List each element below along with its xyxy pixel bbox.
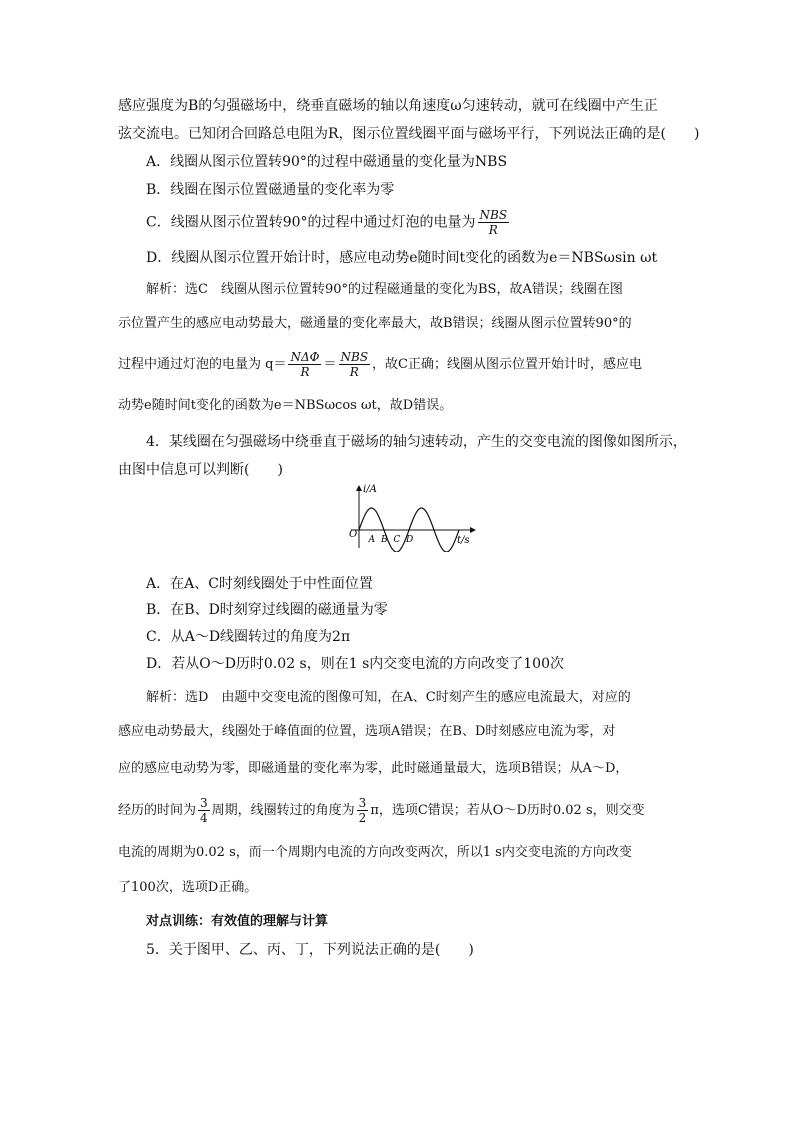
q4-solution-line2: 感应电动势最大，线圈处于峰值面的位置，选项A错误；在B、D时刻感应电流为零，对 bbox=[118, 724, 616, 739]
q3-option-a: A．线圈从图示位置转90°的过程中磁通量的变化量为NBS bbox=[146, 154, 508, 170]
q3-solution-line2: 示位置产生的感应电动势最大，磁通量的变化率最大，故B错误；线圈从图示位置转90°的 bbox=[118, 316, 632, 331]
q4-solution-fraction1: $\frac{3}{4}$ bbox=[200, 796, 208, 825]
q3-option-c bbox=[146, 208, 511, 237]
point-label-d: D bbox=[406, 535, 414, 545]
q4-current-graph bbox=[345, 482, 485, 552]
q4-solution-line4: 经历的时间为 $\frac{3}{4}$ 周期，线圈转过的角度为 $\frac{3}{2}$ π，选项C错误；若从O～D历时0.02 s，则交变 bbox=[118, 796, 645, 825]
q3-solution-fraction1: $\frac{\text{NΔΦ}}{R}$ bbox=[290, 350, 320, 379]
q4-solution-line6: 了100次，选项D正确。 bbox=[118, 880, 258, 895]
q3-option-d: D．线圈从图示位置开始计时，感应电动势e随时间t变化的函数为e＝NBSωsin ωt bbox=[146, 250, 658, 266]
q3-stem-line1: 感应强度为B的匀强磁场中，绕垂直磁场的轴以角速度ω匀速转动，就可在线圈中产生正 bbox=[118, 98, 658, 114]
point-label-c: C bbox=[393, 535, 401, 545]
q4-solution-line5: 电流的周期为0.02 s，而一个周期内电流的方向改变两次，所以1 s内交变电流的方向改变 bbox=[118, 845, 632, 860]
q3-option-c-fraction: $\frac{\text{NBS}}{R}$ bbox=[479, 208, 508, 237]
section-heading: 对点训练：有效值的理解与计算 bbox=[146, 914, 329, 929]
q4-stem-line2: 由图中信息可以判断( ) bbox=[118, 462, 283, 478]
q3-solution-fraction2: $\frac{\text{NBS}}{R}$ bbox=[340, 350, 369, 379]
q4-option-a: A．在A、C时刻线圈处于中性面位置 bbox=[146, 576, 373, 592]
y-axis-label: i/A bbox=[363, 484, 377, 495]
point-label-b: B bbox=[381, 535, 388, 545]
q4-option-b: B．在B、D时刻穿过线圈的磁通量为零 bbox=[146, 602, 388, 618]
q3-option-b: B．线圈在图示位置磁通量的变化率为零 bbox=[146, 182, 395, 198]
q3-solution-line4: 动势e随时间t变化的函数为e＝NBSωcos ωt，故D错误。 bbox=[118, 398, 453, 413]
q4-option-d: D．若从O～D历时0.02 s，则在1 s内交变电流的方向改变了100次 bbox=[146, 656, 564, 672]
origin-label: O bbox=[349, 529, 358, 540]
q3-stem-line2: 弦交流电。已知闭合回路总电阻为R，图示位置线圈平面与磁场平行，下列说法正确的是( ) bbox=[118, 126, 700, 142]
q3-solution-line3: 过程中通过灯泡的电量为 q＝ $\frac{\text{NΔΦ}}{R}$ ＝ $\frac{\text{NBS}}{R}$ ，故C正确；线圈从图示位置开始计时，感应电 bbox=[118, 350, 642, 379]
x-axis-label: t/s bbox=[457, 535, 470, 546]
q4-solution-fraction2: $\frac{3}{2}$ bbox=[358, 796, 367, 825]
q5-stem: 5．关于图甲、乙、丙、丁，下列说法正确的是( ) bbox=[146, 942, 474, 958]
q3-option-c-text: C．线圈从图示位置转90°的过程中通过灯泡的电量为 bbox=[146, 214, 476, 231]
q3-solution-line1: 解析：选C 线圈从图示位置转90°的过程磁通量的变化为BS，故A错误；线圈在图 bbox=[146, 282, 623, 297]
q4-option-c: C．从A～D线圈转过的角度为2π bbox=[146, 629, 351, 645]
q4-stem-line1: 4．某线圈在匀强磁场中绕垂直于磁场的轴匀速转动，产生的交变电流的图像如图所示， bbox=[146, 434, 687, 450]
point-label-a: A bbox=[368, 535, 375, 545]
q4-solution-line1: 解析：选D 由题中交变电流的图像可知，在A、C时刻产生的感应电流最大，对应的 bbox=[146, 690, 631, 705]
q4-solution-line3: 应的感应电动势为零，即磁通量的变化率为零，此时磁通量最大，选项B错误；从A～D， bbox=[118, 761, 629, 776]
